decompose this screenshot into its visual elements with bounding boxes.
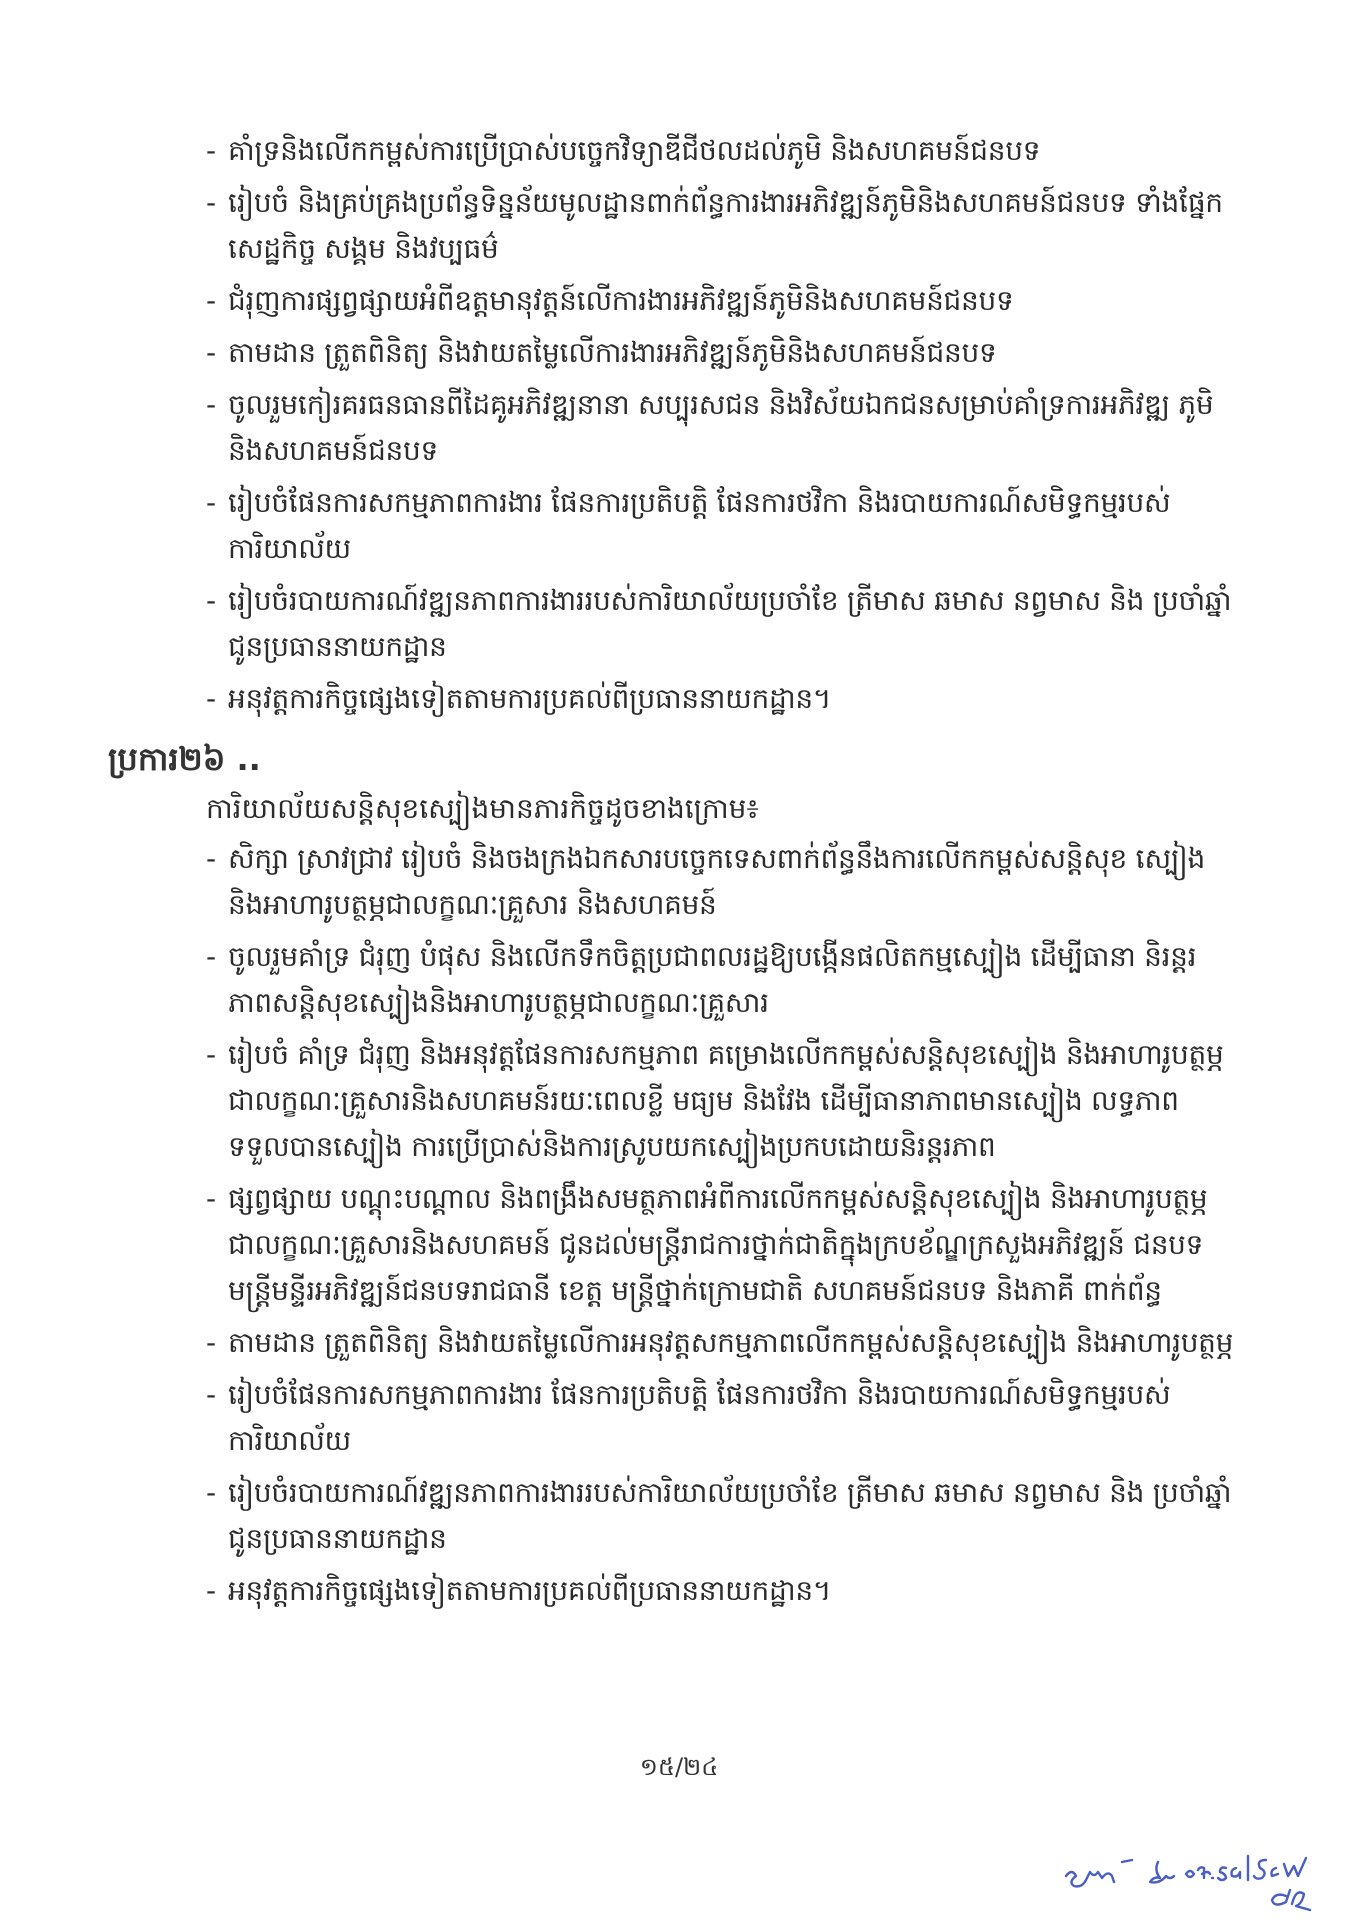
list-item-text: រៀបចំ គាំទ្រ ជំរុញ និងអនុវត្តផែនការសកម្មភាព គម្រោងលើកកម្ពស់សន្តិសុខស្បៀង និងអាហារូបត្ថម្ភ ជាលក្ខណៈគ្រួសារនិងសហគមន៍រយៈពេលខ្លី មធ្យម និងវែង ដើម្បីធានាភាពមានស្បៀង លទ្ធភាព ទទួលបានស្បៀង ការប្រើប្រាស់និងការស្រូបយកស្បៀងប្រកបដោយនិរន្តរភាព <box>228 1038 1224 1163</box>
list-item-text: ជំរុញការផ្សព្វផ្សាយអំពីឧត្តមានុវត្តន៍លើការងារអភិវឌ្ឍន៍ភូមិនិងសហគមន៍ជនបទ <box>228 284 1014 317</box>
list-item-text: គាំទ្រនិងលើកកម្ពស់ការប្រើប្រាស់បច្ចេកវិទ្យាឌីជីថលដល់ភូមិ និងសហគមន៍ជនបទ <box>228 134 1041 167</box>
signature-scribble-icon <box>1060 1848 1350 1920</box>
list-item-text: រៀបចំរបាយការណ៍វឌ្ឍនភាពការងាររបស់ការិយាល័យប្រចាំខែ ត្រីមាស ឆមាស នព្វមាស និង ប្រចាំឆ្នាំ ជូនប្រធាននាយកដ្ឋាន <box>228 584 1232 663</box>
bullet-dash: - <box>206 584 216 617</box>
bullet-dash: - <box>206 940 216 973</box>
list-item <box>206 1176 1236 1314</box>
bullet-dash: - <box>206 842 216 875</box>
list-item <box>206 1372 1236 1464</box>
bullet-dash: - <box>206 1326 216 1359</box>
bullet-dash: - <box>206 1476 216 1509</box>
list-item-text: តាមដាន ត្រួតពិនិត្យ និងវាយតម្លៃលើការអនុវត្តសកម្មភាពលើកកម្ពស់សន្តិសុខស្បៀង និងអាហារូបត្ថម្ភ <box>228 1326 1234 1359</box>
list-item <box>206 382 1236 474</box>
list-item-text: រៀបចំរបាយការណ៍វឌ្ឍនភាពការងាររបស់ការិយាល័យប្រចាំខែ ត្រីមាស ឆមាស នព្វមាស និង ប្រចាំឆ្នាំ ជូនប្រធាននាយកដ្ឋាន <box>228 1476 1232 1555</box>
list-item <box>206 128 1236 174</box>
list-item-text: តាមដាន ត្រួតពិនិត្យ និងវាយតម្លៃលើការងារអភិវឌ្ឍន៍ភូមិនិងសហគមន៍ជនបទ <box>228 336 997 369</box>
list-item <box>206 1032 1236 1170</box>
bullet-dash: - <box>206 1574 216 1607</box>
bullet-dash: - <box>206 134 216 167</box>
bullet-dash: - <box>206 682 216 715</box>
bullet-dash: - <box>206 1038 216 1071</box>
duties-list-food-security-office <box>206 836 1236 1620</box>
bullet-dash: - <box>206 186 216 219</box>
list-item <box>206 836 1236 928</box>
list-item-text: អនុវត្តការកិច្ចផ្សេងទៀតតាមការប្រគល់ពីប្រធាននាយកដ្ឋាន។ <box>228 682 831 715</box>
bullet-dash: - <box>206 336 216 369</box>
bullet-dash: - <box>206 1378 216 1411</box>
list-item <box>206 1568 1236 1614</box>
article-heading: ប្រការ២៦ .. <box>108 740 261 778</box>
list-item <box>206 278 1236 324</box>
list-item-text: ចូលរួមគាំទ្រ ជំរុញ បំផុស និងលើកទឹកចិត្តប្រជាពលរដ្ឋឱ្យបង្កើនផលិតកម្មស្បៀង ដើម្បីធានា និរន្តរភាពសន្តិសុខស្បៀងនិងអាហារូបត្ថម្ភជាលក្ខណៈគ្រួសារ <box>228 940 1197 1019</box>
bullet-dash: - <box>206 486 216 519</box>
duties-list-previous-office <box>206 128 1236 728</box>
list-item-text: រៀបចំ និងគ្រប់គ្រងប្រព័ន្ធទិន្នន័យមូលដ្ឋានពាក់ព័ន្ធការងារអភិវឌ្ឍន៍ភូមិនិងសហគមន៍ជនបទ ទាំងផ្នែកសេដ្ឋកិច្ច សង្គម និងវប្បធម៌ <box>228 186 1223 265</box>
bullet-dash: - <box>206 1182 216 1215</box>
bullet-dash: - <box>206 388 216 421</box>
list-item <box>206 180 1236 272</box>
list-item <box>206 1470 1236 1562</box>
list-item <box>206 676 1236 722</box>
list-item <box>206 934 1236 1026</box>
list-item <box>206 330 1236 376</box>
list-item-text: សិក្សា ស្រាវជ្រាវ រៀបចំ និងចងក្រងឯកសារបច្ចេកទេសពាក់ព័ន្ធនឹងការលើកកម្ពស់សន្តិសុខ ស្បៀង និងអាហារូបត្ថម្ភជាលក្ខណៈគ្រួសារ និងសហគមន៍ <box>228 842 1206 921</box>
article-intro: ការិយាល័យសន្តិសុខស្បៀងមានភារកិច្ចដូចខាងក្រោម៖ <box>206 792 759 825</box>
bullet-dash: - <box>206 284 216 317</box>
list-item <box>206 480 1236 572</box>
list-item-text: រៀបចំផែនការសកម្មភាពការងារ ផែនការប្រតិបត្តិ ផែនការថវិកា និងរបាយការណ៍សមិទ្ធកម្មរបស់ ការិយាល័យ <box>228 486 1171 565</box>
list-item-text: អនុវត្តការកិច្ចផ្សេងទៀតតាមការប្រគល់ពីប្រធាននាយកដ្ឋាន។ <box>228 1574 831 1607</box>
list-item-text: ផ្សព្វផ្សាយ បណ្តុះបណ្តាល និងពង្រឹងសមត្ថភាពអំពីការលើកកម្ពស់សន្តិសុខស្បៀង និងអាហារូបត្ថម្ភ ជាលក្ខណៈគ្រួសារនិងសហគមន៍ ជូនដល់មន្ត្រីរាជការថ្នាក់ជាតិក្នុងក្របខ័ណ្ឌក្រសួងអភិវឌ្ឍន៍ ជនបទ មន្ត្រីមន្ទីរអភិវឌ្ឍន៍ជនបទរាជធានី ខេត្ត មន្ត្រីថ្នាក់ក្រោមជាតិ សហគមន៍ជនបទ និងភាគី ពាក់ព័ន្ធ <box>228 1182 1208 1307</box>
handwritten-initials <box>1060 1848 1350 1920</box>
list-item-text: រៀបចំផែនការសកម្មភាពការងារ ផែនការប្រតិបត្តិ ផែនការថវិកា និងរបាយការណ៍សមិទ្ធកម្មរបស់ ការិយាល័យ <box>228 1378 1171 1457</box>
page-number: ១៥/២៤ <box>639 1753 719 1781</box>
list-item <box>206 1320 1236 1366</box>
list-item-text: ចូលរួមកៀរគរធនធានពីដៃគូអភិវឌ្ឍនានា សប្បុរសជន និងវិស័យឯកជនសម្រាប់គាំទ្រការអភិវឌ្ឍ ភូមិ និងសហគមន៍ជនបទ <box>228 388 1214 467</box>
list-item <box>206 578 1236 670</box>
